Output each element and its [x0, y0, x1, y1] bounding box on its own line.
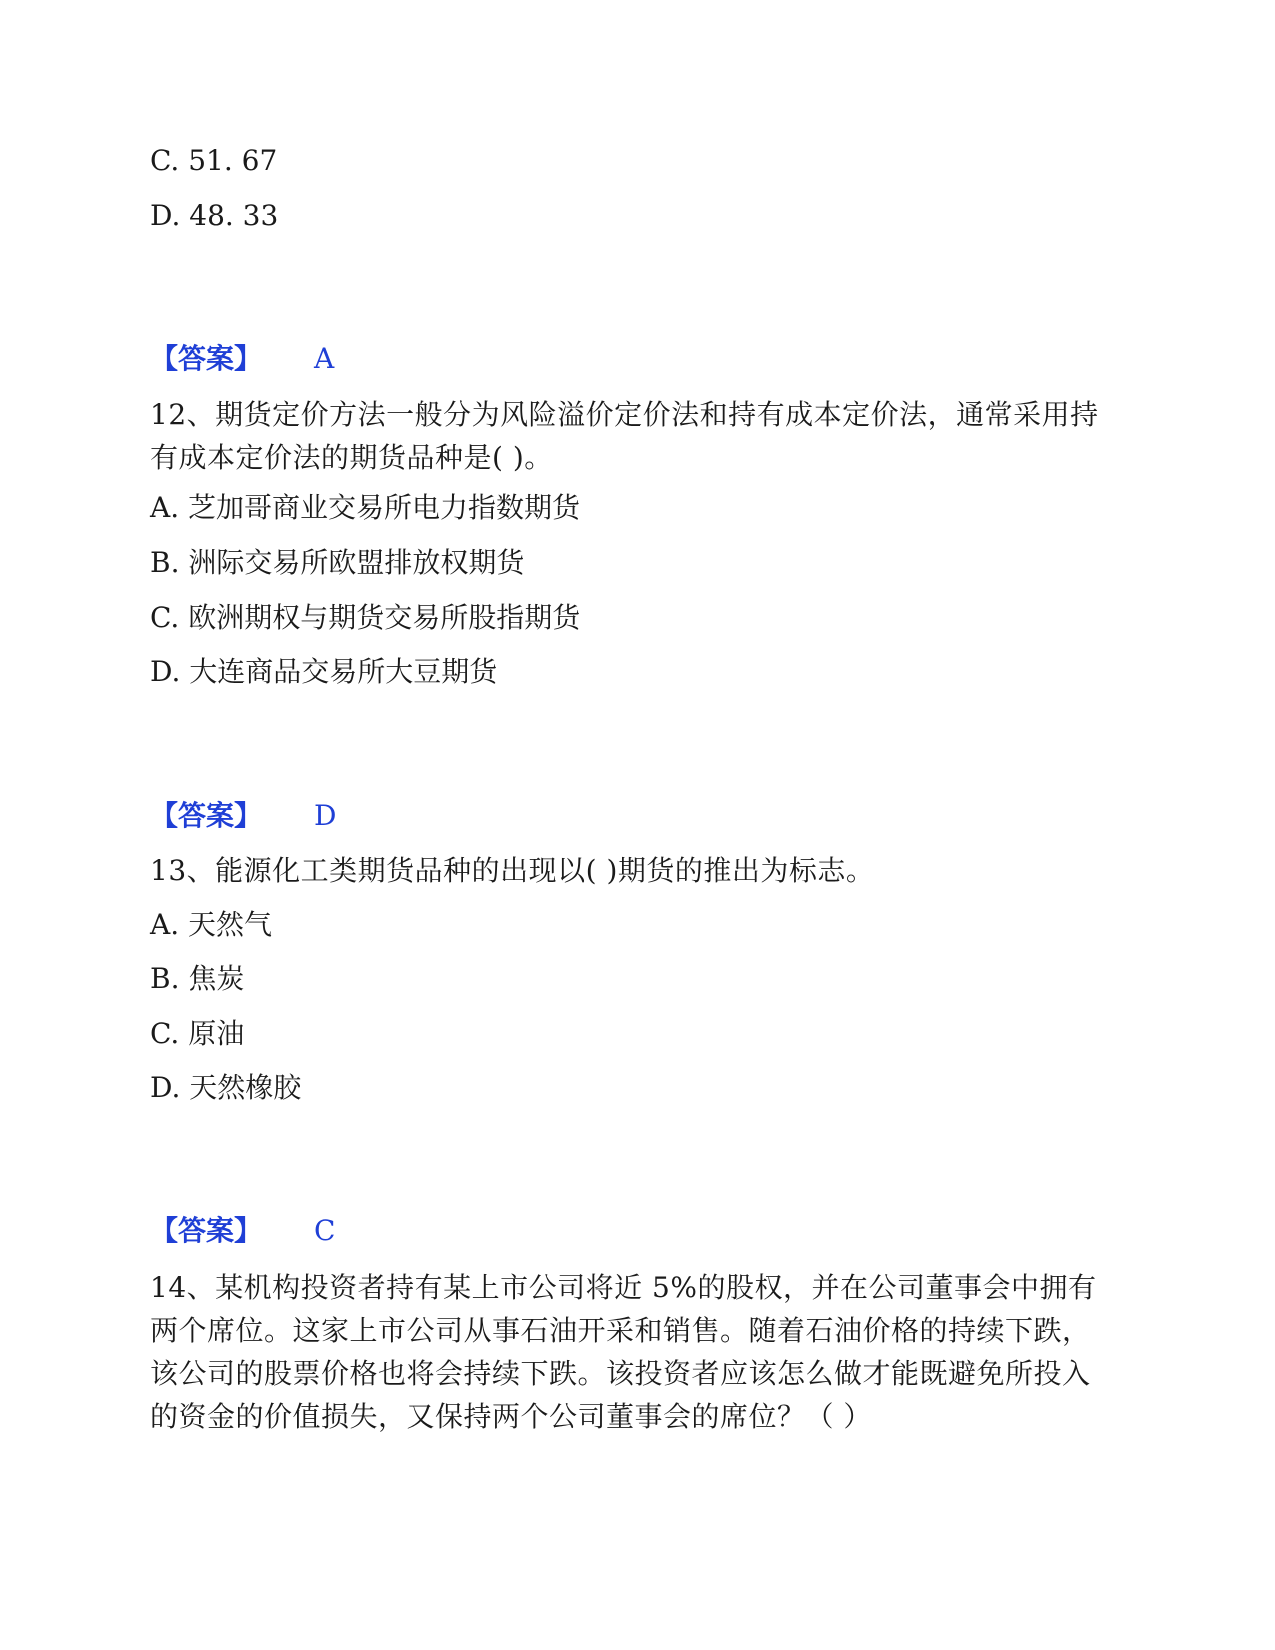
option-d: D. 天然橡胶: [150, 1071, 302, 1104]
question-line: 有成本定价法的期货品种是( )。: [150, 441, 553, 474]
question-line: 12、期货定价方法一般分为风险溢价定价法和持有成本定价法，通常采用持: [150, 398, 1099, 431]
option-a: A. 芝加哥商业交易所电力指数期货: [150, 491, 581, 524]
answer-value: C: [314, 1214, 336, 1247]
option-c: C. 原油: [150, 1017, 245, 1050]
answer-label: 【答案】: [150, 342, 263, 375]
answer-value: A: [314, 342, 335, 375]
answer-value: D: [314, 799, 337, 832]
answer-line: [150, 1213, 335, 1249]
option-b: B. 焦炭: [150, 962, 245, 995]
question-line: 该公司的股票价格也将会持续下跌。该投资者应该怎么做才能既避免所投入: [150, 1357, 1091, 1390]
option-c: C. 51. 67: [150, 144, 278, 177]
option-d: D. 大连商品交易所大豆期货: [150, 655, 498, 688]
question-12-text: [150, 393, 1110, 479]
question-line: 两个席位。这家上市公司从事石油开采和销售。随着石油价格的持续下跌，: [150, 1314, 1091, 1347]
option-b: B. 洲际交易所欧盟排放权期货: [150, 546, 525, 579]
answer-label: 【答案】: [150, 799, 263, 832]
question-line: 14、某机构投资者持有某上市公司将近 5%的股权，并在公司董事会中拥有: [150, 1271, 1097, 1304]
option-d: D. 48. 33: [150, 199, 279, 232]
answer-label: 【答案】: [150, 1214, 263, 1247]
question-13-text: [150, 849, 1110, 892]
option-c: C. 欧洲期权与期货交易所股指期货: [150, 601, 581, 634]
answer-line: [150, 341, 334, 377]
answer-line: [150, 798, 336, 834]
question-14-text: [150, 1266, 1110, 1438]
question-line: 13、能源化工类期货品种的出现以( )期货的推出为标志。: [150, 854, 875, 887]
question-line: 的资金的价值损失，又保持两个公司董事会的席位？（ ）: [150, 1400, 872, 1433]
option-a: A. 天然气: [150, 908, 273, 941]
